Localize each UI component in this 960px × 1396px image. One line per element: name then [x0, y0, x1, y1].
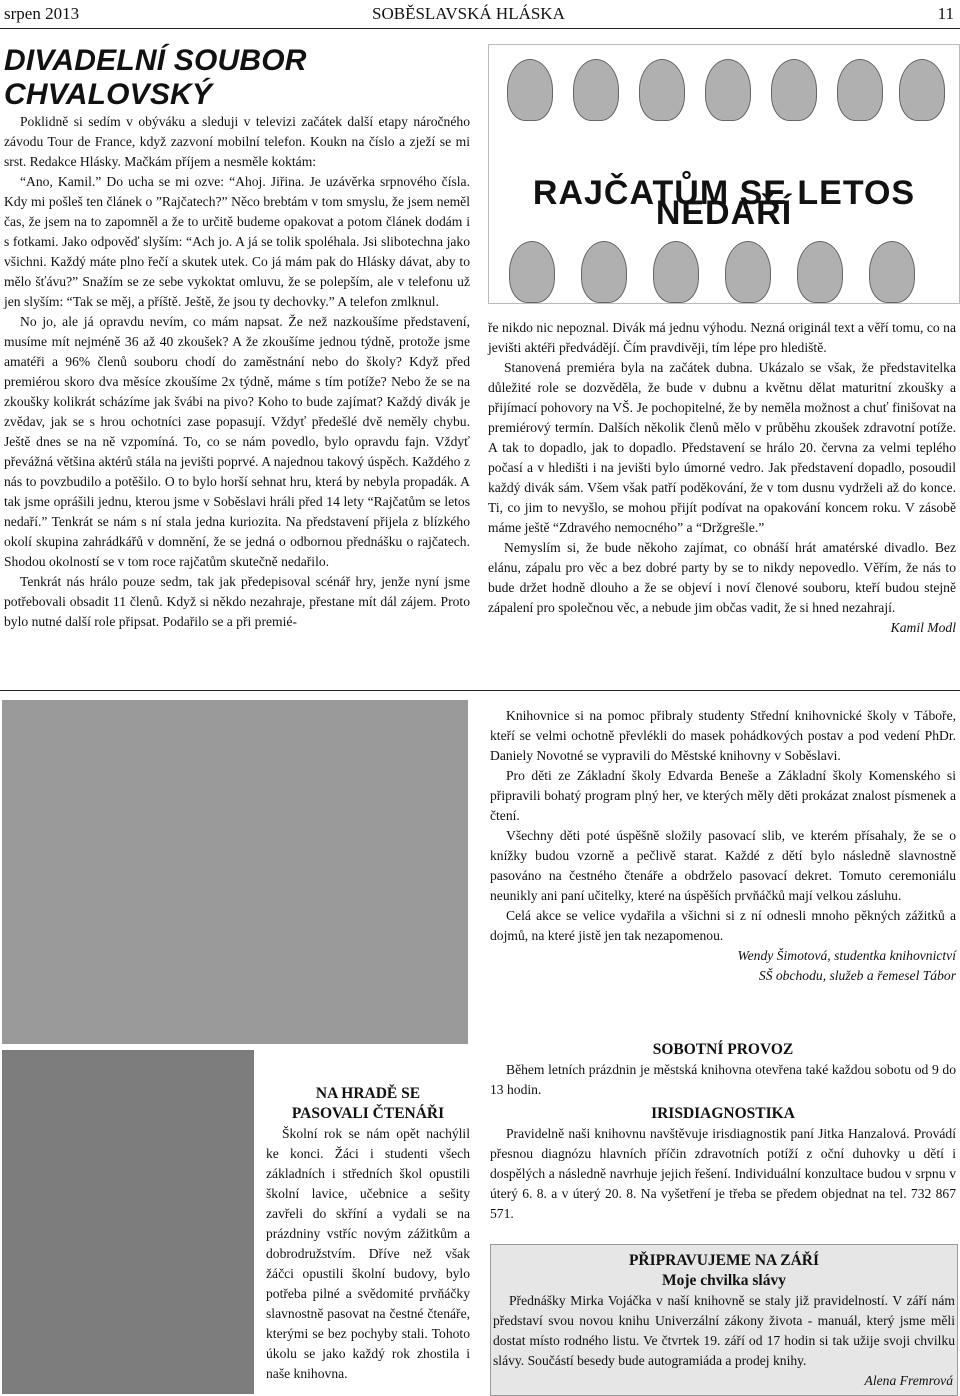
paragraph: Během letních prázdnin je městská knihovna otevřena také každou sobotu od 9 do 13 hodin.: [490, 1062, 956, 1097]
paragraph: Knihovnice si na pomoc přibraly studenty Střední knihovnické školy v Táboře, kteří se velmi ochotně převlékli do masek pohádkových postav a pod vedení PhDr. Daniely Novotné se vypravili do Městské knihovny v Soběslavi.: [490, 708, 956, 763]
knighting-ceremony-photo: [2, 1050, 254, 1394]
section-pripravujeme: [490, 1244, 958, 1396]
header-date: srpen 2013: [4, 4, 80, 23]
banner-text: RAJČATŮM SE LETOS NEDAŘÍ: [532, 174, 916, 232]
section-subtitle: Moje chvilka slávy: [662, 1272, 786, 1289]
paragraph: Všechny děti poté úspěšně složily pasovací slib, ve kterém přísahaly, že se o knížky budou vzorně a pečlivě starat. Každé z dětí bylo následně slavnostně pasováno na čestného čtenáře a obdrželo pasovací dekret. Tomuto ceremoniálu neunikly ani paní učitelky, které na úspěších prvňáčků mají velkou zásluhu.: [490, 828, 956, 903]
cast-photo-collage: [488, 44, 960, 304]
cast-portrait: [653, 241, 699, 303]
section-title: IRISDIAGNOSTIKA: [651, 1105, 795, 1122]
cast-portrait: [869, 241, 915, 303]
cast-portrait: [573, 59, 619, 121]
header-publication: SOBĚSLAVSKÁ HLÁSKA: [372, 4, 565, 23]
article-title: NA HRADĚ SE: [315, 1085, 421, 1102]
cast-portrait: [899, 59, 945, 121]
cast-portrait: [509, 241, 555, 303]
author-signature: Alena Fremrová: [864, 1373, 953, 1388]
paragraph: ře nikdo nic nepoznal. Divák má jednu výhodu. Nezná originál text a věří tomu, co na jevišti aktéři předvádějí. Čím pravdivěji, tím lépe pro hlediště.: [488, 320, 956, 355]
paragraph: No jo, ale já opravdu nevím, co mám napsat. Že než nazkoušíme představení, musíme mít nejméně 36 až 40 zkoušek? A že zkoušíme jednou týdně, protože jsme amatéři a 96% členů souboru chodí do zaměstnání nebo do školy? Když před premiérou skoro dva měsíce zkoušíme 2x týdně, máme s tím potíže? Nebo že se na zkoušky kolikrát scházíme jak švábi na pivo? Koho to bude zajímat? Každý divák je zvědav, jak se s hrou ochotníci zase popasují. Vždyť předešlé dvě neměly chybu. Ještě dnes se na ně vzpomíná. To, co se nám povedlo, bylo opravdu fajn. Vždyť převážná většina aktérů stála na jevišti poprvé. A najednou takový úspěch. Každého z nás to povzbudilo a potěšilo. O to bylo horší sehnat hru, která by nebyla propadák. A tak jsme oprášili jednu, kterou jsme v Soběslavi hráli před 14 lety “Rajčatům se letos nedaří.” Tenkrát se nám s ní stala jedna kuriozita. Na představení přijela z blízkého okolí skupina zahrádkářů v domnění, že se jedná o odbornou přednášku o rajčatech. Shodou okolností se v tom roce rajčatům skutečně nedařilo.: [4, 314, 470, 569]
cast-portrait: [639, 59, 685, 121]
paragraph: Nemyslím si, že bude někoho zajímat, co obnáší hrát amatérské divadlo. Bez elánu, zápalu pro věc a bez dobré party by se to nikdy nepovedlo. Věřím, že nás to bude držet hodně dlouho a že se objeví i noví členové souboru, kteří budou stejně zápalení pro společnou věc, a nebude jim občas vadit, že si hned nezahrají.: [488, 540, 956, 615]
article-pasovani-right: [490, 706, 956, 986]
children-group-photo: [2, 700, 468, 1044]
header-page-number: 11: [937, 4, 954, 23]
paragraph: Pro děti ze Základní školy Edvarda Beneše a Základní školy Komenského si připravili bohatý program plný her, ve kterých měly děti prokázat znalost písmenek a čtení.: [490, 768, 956, 823]
article-title: DIVADELNÍ SOUBOR CHVALOVSKÝ: [4, 44, 307, 111]
paragraph: Pravidelně naši knihovnu navštěvuje irisdiagnostik paní Jitka Hanzalová. Provádí přesnou diagnózu hlavních příčin zdravotních potíží z oční duhovky u dětí i dospělých a následně navrhuje jejich řešení. Individuální konzultace budou v srpnu v úterý 6. 8. a v úterý 20. 8. Na vyšetření je třeba se předem objednat na tel. 732 867 571.: [490, 1126, 956, 1221]
cast-portrait: [507, 59, 553, 121]
cast-portrait: [837, 59, 883, 121]
cast-portrait: [725, 241, 771, 303]
page-header: [0, 0, 960, 29]
article-title: PASOVALI ČTENÁŘI: [291, 1105, 445, 1122]
cast-portrait: [581, 241, 627, 303]
section-title: PŘIPRAVUJEME NA ZÁŘÍ: [628, 1252, 820, 1269]
paragraph: Tenkrát nás hrálo pouze sedm, tak jak předepisoval scénář hry, jenže nyní jsme potřebovali obsadit 11 členů. Když si někdo nezahraje, přestane mít dál zájem. Proto bylo nutné další role připsat. Podařilo se a při premié-: [4, 574, 470, 629]
section-divider: [0, 690, 960, 691]
paragraph: “Ano, Kamil.” Do ucha se mi ozve: “Ahoj. Jiřina. Je uzávěrka srpnového čísla. Kdy mi pošleš ten článek o ”Rajčatech?” Něco brebtám v tom smyslu, že jsem neměl čas, že jsem na to zapomněl a že to určitě budeme opakovat a potom článek dodám i s fotkami. Jako odpověď slyším: “Ach jo. A já se tolik spoléhala. Jsi slibotechna jako všichni. Každý máte plno řečí a skutek utek. Co já mám pak do Hlásky dávat, aby to mělo šťávu?” Snažím se ze sebe vykoktat omluvu, že se polepším, ale v telefonu už jen slyším: “Tak se měj, a příště. Ještě, že jsou ty dechovky.” A telefon zmlknul.: [4, 174, 470, 309]
section-sobotni-provoz: [490, 1040, 956, 1100]
cast-portrait: [705, 59, 751, 121]
paragraph: Celá akce se velice vydařila a všichni si z ní odnesli mnoho pěkných zážitků a dojmů, na které jistě jen tak nezapomenou.: [490, 908, 956, 943]
paragraph: Poklidně si sedím v obýváku a sleduji v televizi začátek další etapy náročného závodu Tour de France, když zazvoní mobilní telefon. Koukn na číslo a zježí se mi srst. Redakce Hlásky. Mačkám příjem a nesměle koktám:: [4, 114, 470, 169]
author-signature: Kamil Modl: [890, 620, 956, 635]
section-title: SOBOTNÍ PROVOZ: [652, 1041, 794, 1058]
paragraph: Školní rok se nám opět nachýlil ke konci. Žáci i studenti všech základních i středních škol opustili školní lavice, učebnice a sešity zavřeli do skříní a vydali se na prázdniny vstříc novým zážitkům a dobrodružstvím. Dříve než však žáčci opustili školní budovy, bylo potřeba pilné a svědomité prvňáčky slavnostně pasovat na čestné čtenáře, kterými se bez pochyby stali. Tohoto úkolu se jako každý rok zhostila i naše knihovna.: [266, 1126, 470, 1381]
article-divadelni-left: [4, 44, 470, 632]
section-irisdiagnostika: [490, 1104, 956, 1224]
paragraph: Přednášky Mirka Vojáčka v naší knihovně se staly již pravidelností. V září nám představí svou novou knihu Univerzální zákony života - manuál, který jsme měli dostat místo rodného listu. Ve čtvrtek 19. září od 17 hodin si tak užije svoji chvilku slávy. Součástí besedy bude autogramiáda a prodej knihy.: [493, 1293, 955, 1368]
play-title-banner: [489, 175, 959, 237]
article-pasovani-intro: [266, 1084, 470, 1384]
cast-portrait: [771, 59, 817, 121]
author-signature: Wendy Šimotová, studentka knihovnictví: [737, 948, 956, 963]
author-signature: SŠ obchodu, služeb a řemesel Tábor: [758, 968, 956, 983]
article-divadelni-right: [488, 318, 956, 638]
cast-portrait: [797, 241, 843, 303]
paragraph: Stanovená premiéra byla na začátek dubna. Ukázalo se však, že představitelka důležité role se dozvěděla, že bude v dubnu a květnu dělat maturitní zkoušky a přijímací pohovory na VŠ. Je pochopitelné, že by neměla možnost a chuť finišovat na premiérový termín. Dalších několik členů mělo v průběhu zkoušek zdravotní potíže. A tak to dopadlo, jak to dopadlo. Představení se hrálo 20. června za velmi teplého počasí a v hledišti i na jevišti bylo úmorné vedro. Jak představení dopadlo, posoudil každý divák sám. Všem však patří poděkování, že v tom dusnu vydrželi až do konce. Ti, co jim to nevyšlo, se mohou přijít podívat na opakování koncem roku. V zásobě máme ještě “Zdravého nemocného” a “Držgrešle.”: [488, 360, 956, 535]
